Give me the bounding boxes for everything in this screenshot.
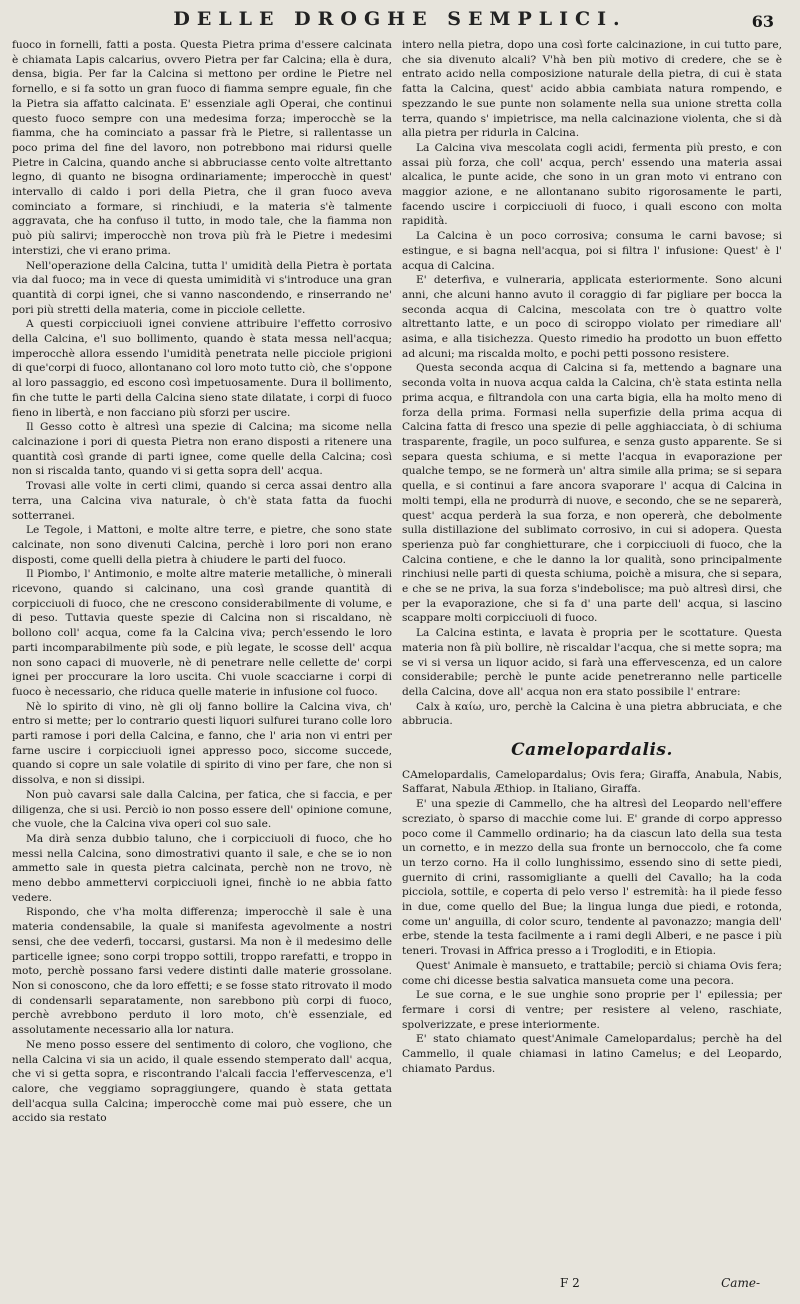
paragraph: A questi corpicciuoli ignei conviene attribuire l'effetto corrosivo della Calcina, e'l suo bollimento, quando è stata messa nell'acqua; imperocchè allora essendo l'umidità penetrata nelle picciole prigioni di que'corpi di fuoco, allontanano col loro moto tutto ciò, che s'oppone al loro passaggio, ed escono così impetuosamente. Dura il bollimento, fin che tutte le parti della Calcina sieno state dilatate, i corpi di fuoco fieno in libertà, e non facciano più sforzi per uscire. [12, 318, 392, 419]
paragraph: La Calcina è un poco corrosiva; consuma le carni bavose; si estingue, e si bagna nell'acqua, poi si filtra l' infusione: Quest' è l' acqua di Calcina. [402, 230, 782, 272]
paragraph: Trovasi alle volte in certi climi, quando si cerca assai dentro alla terra, una Calcina viva naturale, ò ch'è stata fatta da fuochi sotterranei. [12, 480, 392, 522]
paragraph: Quest' Animale è mansueto, e trattabile; perciò si chiama Ovis fera; come chi dicesse bestia salvatica mansueta come una pecora. [402, 959, 782, 987]
paragraph: La Calcina viva mescolata cogli acidi, fermenta più presto, e con assai più forza, che coll' acqua, perch' essendo una materia assai alcalica, le punte acide, che sono in un gran moto vi entrano con maggior azione, e ne allontanano subito rigorosamente le parti, facendo uscire i corpicciuoli di fuoco, i quali escono con molta rapidità. [402, 141, 782, 228]
right-column [402, 38, 782, 1077]
paragraph: Il Piombo, l' Antimonio, e molte altre materie metalliche, ò minerali ricevono, quando si calcinano, una così grande quantità di corpicciuoli di fuoco, che ne crescono considerabilmente di volume, e di peso. Tuttavia queste spezie di Calcina non si riscaldano, nè bollono coll' acqua, come fa la Calcina viva; perch'essendo le loro parti incomparabilmente più sode, e più legate, le scosse dell' acqua non sono capaci di muoverle, nè di penetrare nelle cellette de' corpi ignei per proccurare la loro uscita. Chi vuole scacciarne i corpi di fuoco è necessario, che riduca quelle materie in infusione col fuoco. [12, 568, 392, 698]
signature-mark: F 2 [560, 1276, 580, 1290]
paragraph: Calx à καίω, uro, perchè la Calcina è una pietra abbruciata, e che abbrucia. [402, 700, 782, 728]
paragraph: Non può cavarsi sale dalla Calcina, per fatica, che si faccia, e per diligenza, che si usi. Perciò io non posso essere dell' opinione comune, che vuole, che la Calcina viva operi col suo sale. [12, 788, 392, 831]
left-column [12, 38, 392, 1126]
paragraph: Questa seconda acqua di Calcina si fa, mettendo a bagnare una seconda volta in nuova acqua calda la Calcina, ch'è stata estinta nella prima acqua, e filtrandola con una carta bigia, ella ha molto meno di forza della prima. Formasi nella superfizie della prima acqua di Calcina fatta di fresco una spezie di pelle agghiacciata, ò di schiuma trasparente, fragile, un poco sulfurea, e senza gusto apparente. Se si separa questa schiuma, e si mette l'acqua in evaporazione per qualche tempo, se ne formerà un' altra simile alla prima; se si separa quella, e si continui a fare ancora svaporare l' acqua di Calcina in molti tempi, ella ne produrrà di nuove, e secondo, che se ne separerà, quest' acqua perderà la sua forza, e non opererà, che debolmente sulla distillazione del sublimato corrosivo, in cui si adopera. Questa sperienza può far conghietturare, che i corpicciuoli di fuoco, che la Calcina contiene, e che le danno la lor qualità, sono principalmente rinchiusi nelle parti di questa schiuma, poichè a misura, che si separa, e che se ne priva, la sua forza s'indebolisce; ma può altresì dirsi, che per la evaporazione, che si fa d' una parte dell' acqua, si lascino scappare molti corpicciuoli di fuoco. [402, 362, 782, 625]
paragraph: E' deterfiva, e vulneraria, applicata esteriormente. Sono alcuni anni, che alcuni hanno avuto il coraggio di far pigliare per bocca la seconda acqua di Calcina, mescolata con tre ò quattro volte altrettanto latte, e un poco di sciroppo violato per rimediare all' asima, e alla tisichezza. Questo rimedio ha prodotto un buon effetto ad alcuni; ma riscalda molto, e pochi petti possono resistere. [402, 274, 782, 360]
paragraph: La Calcina estinta, e lavata è propria per le scottature. Questa materia non fà più bollire, nè riscaldar l'acqua, che si mette sopra; ma se vi si versa un liquor acido, si farà una effervescenza, ed un calore considerabile; perchè le punte acide penetreranno nelle particelle della Calcina, dove all' acqua non era stato possibile l' entrare: [402, 627, 782, 698]
paragraph: Le Tegole, i Mattoni, e molte altre terre, e pietre, che sono state calcinate, non sono divenuti Calcina, perchè i loro pori non erano disposti, come quelli della pietra à chiudere le parti del fuoco. [12, 524, 392, 566]
paragraph: Ma dirà senza dubbio taluno, che i corpicciuoli di fuoco, che ho messi nella Calcina, sono dimostrativi quanto il sale, e che se io non ammetto sale in questa pietra calcinata, perchè non ne trovo, nè meno debbo ammettervi corpicciuoli ignei, finchè io ne abbia fatto vedere. [12, 832, 392, 904]
section-title: Camelopardalis. [511, 740, 673, 761]
paragraph: E' una spezie di Cammello, che ha altresì del Leopardo nell'effere screziato, ò sparso di macchie come lui. E' grande di corpo appresso poco come il Cammello ordinario; ha da ciascun lato della sua testa un cornetto, e in mezzo della sua fronte un bernoccolo, che fa come un terzo corno. Ha il collo lunghissimo, essendo sino di sette piedi, guernito di crini, rassomigliante a quelli del Cavallo; ha la coda picciola, sottile, e coperta di pelo verso l' estremità: ha il piede fesso in due, come quello del Bue; la lingua lunga due piedi, e rotonda, come un' anguilla, di color scuro, tendente al pavonazzo; mangia dell' erbe, stende la testa facilmente a i rami degli Alberi, e ne pasce i più teneri. Trovasi in Affrica presso a i Trogloditi, e in Etiopia. [402, 798, 782, 958]
paragraph: CAmelopardalis, Camelopardalus; Ovis fera; Giraffa, Anabula, Nabis, Saffarat, Nabula Æthiop. in Italiano, Giraffa. [402, 768, 782, 796]
paragraph: intero nella pietra, dopo una così forte calcinazione, in cui tutto pare, che sia divenuto alcali? V'hà ben più motivo di credere, che se è entrato acido nella composizione naturale della pietra, di cui è stata fatta la Calcina, quest' acido abbia cambiata natura rompendo, e spezzando le sue punte non solamente nella sua unione stretta colla terra, quando s' impietrisce, ma nella calcinazione violenta, che si dà alla pietra per ridurla in Calcina. [402, 39, 782, 140]
page-number: 63 [751, 12, 774, 31]
paragraph: Rispondo, che v'ha molta differenza; imperocchè il sale è una materia condensabile, la quale si manifesta agevolmente a nostri sensi, che dee vederfi, toccarsi, gustarsi. Ma non è il medesimo delle particelle ignee; sono corpi troppo sottili, troppo rarefatti, e troppo in moto, perchè possano farsi vedere distinti dalle materie grossolane. Non si conoscono, che da loro effetti; e se fosse stato ritrovato il modo di condensarli separatamente, non sarebbono più corpi di fuoco, perchè avrebbono perduto il loro moto, ch'è essenziale, ed assolutamente necessario alla lor natura. [12, 906, 392, 1037]
paragraph: Nè lo spirito di vino, nè gli olj fanno bollire la Calcina viva, ch' entro si mette; per lo contrario questi liquori sulfurei turano colle loro parti ramose i pori della Calcina, e fanno, che l' aria non vi entri per farne uscire i corpicciuoli ignei appresso poco, siccome succede, quando si copre un sale volatile di spirito di vino per fare, che non si dissolva, e non si dissipi. [12, 700, 392, 787]
paragraph: Nell'operazione della Calcina, tutta l' umidità della Pietra è portata via dal fuoco; ma in vece di questa umimidità vi s'introduce una gran quantità di corpi ignei, che si vanno nascondendo, e rinserrando ne' pori più stretti della materia, come in picciole cellette. [12, 259, 392, 316]
paragraph: Ne meno posso essere del sentimento di coloro, che vogliono, che nella Calcina vi sia un acido, il quale essendo stemperato dall' acqua, che vi si getta sopra, e riscontrando l'alcali faccia l'effervescenza, e'l calore, che veggiamo sopraggiungere, quando è stata gettata dell'acqua sulla Calcina; imperocchè come mai può essere, che un accido sia restato [12, 1038, 392, 1125]
running-head: DELLE DROGHE SEMPLICI. [173, 8, 627, 30]
paragraph: Il Gesso cotto è altresì una spezie di Calcina; ma sicome nella calcinazione i pori di questa Pietra non erano disposti a ritenere una quantità così grande di parti ignee, come quelle della Calcina; così non si riscalda tanto, quando vi si getta sopra dell' acqua. [12, 421, 392, 478]
paragraph: E' stato chiamato quest'Animale Camelopardalus; perchè ha del Cammello, il quale chiamasi in latino Camelus; e del Leopardo, chiamato Pardus. [402, 1033, 782, 1075]
paragraph: Le sue corna, e le sue unghie sono proprie per l' epilessia; per fermare i corsi di ventre; per resistere al veleno, raschiate, spolverizzate, e prese interiormente. [402, 989, 782, 1031]
paragraph: fuoco in fornelli, fatti a posta. Questa Pietra prima d'essere calcinata è chiamata Lapis calcarius, ovvero Pietra per far Calcina; ella è dura, densa, bigia. Per far la Calcina si mettono per ordine le Pietre nel fornello, e si fa sotto un gran fuoco di fiamma sempre eguale, fin che la Pietra sia affatto calcinata. E' essenziale agli Operai, che continui questo fuoco sempre con una medesima forza; imperocchè se la fiamma, che ha cominciato a passar frà le Pietre, si rallentasse un poco prima del fine del lavoro, non potrebbono mai ridursi quelle Pietre in Calcina, quando anche si abbruciasse cento volte altrettanto legno, di quanto ne bisogna ordinariamente; imperocchè in quest' intervallo di caldo i pori della Pietra, che il gran fuoco aveva cominciato a formare, si rinchiudi, e la materia s'è talmente aggravata, che ha confuso il tutto, in modo tale, che la fiamma non può più salirvi; imperocchè non trova più frà le Pietre i medesimi interstizi, che vi erano prima. [12, 39, 392, 257]
catchword: Came- [721, 1276, 760, 1290]
